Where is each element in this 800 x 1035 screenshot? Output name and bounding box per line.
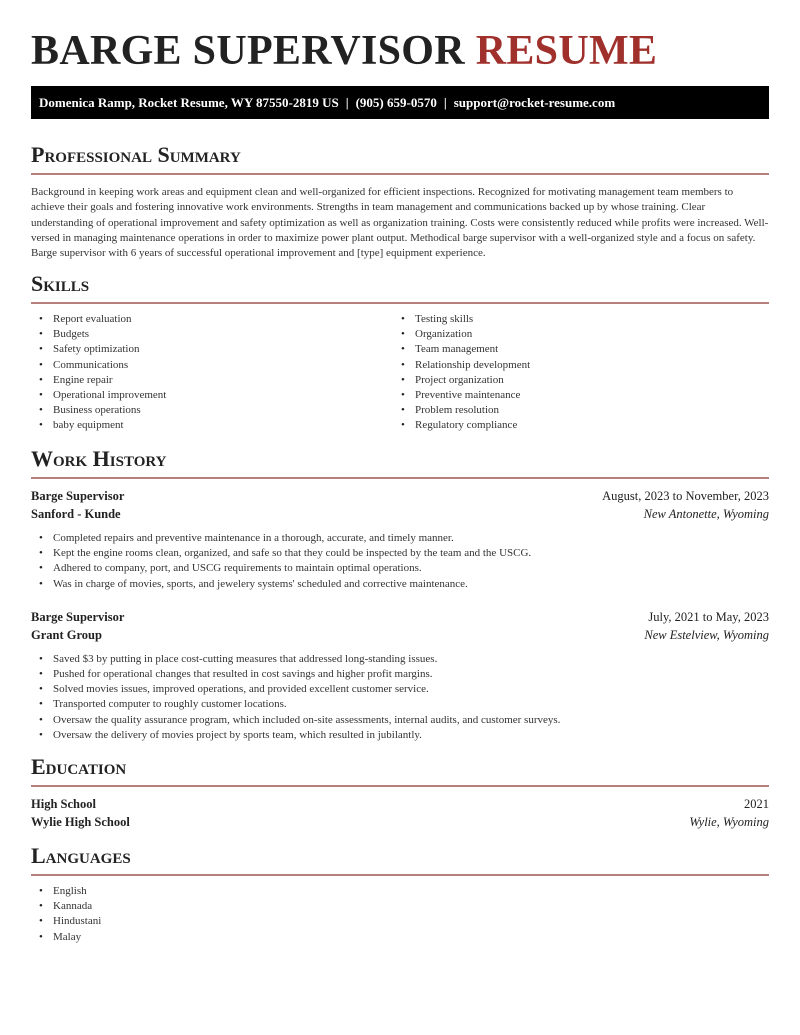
job-company-row — [31, 505, 769, 523]
job-bullets — [31, 531, 769, 592]
summary-heading: Professional Summary — [31, 142, 241, 167]
education-heading: Education — [31, 754, 127, 779]
skills-grid — [31, 312, 769, 434]
skill-item: • Organization — [393, 327, 755, 342]
skill-item: • baby equipment — [31, 418, 393, 433]
skill-item: • Team management — [393, 342, 755, 357]
education-year: 2021 — [744, 797, 769, 811]
job-location: New Antonette, Wyoming — [643, 507, 769, 521]
work-history-heading: Work History — [31, 446, 167, 471]
skills-right-column — [393, 312, 755, 434]
languages-section — [31, 843, 769, 945]
education-entry — [31, 795, 769, 831]
skill-item: • Budgets — [31, 327, 393, 342]
language-item: • Kannada — [31, 899, 769, 914]
education-section — [31, 754, 769, 831]
job-dates: July, 2021 to May, 2023 — [648, 609, 769, 624]
skill-item: • Regulatory compliance — [393, 418, 755, 433]
job-bullet: • Kept the engine rooms clean, organized, and safe so that they could be inspected by the team and the USCG. — [31, 546, 769, 561]
skill-item: • Report evaluation — [31, 312, 393, 327]
skill-item: • Problem resolution — [393, 403, 755, 418]
skill-item: • Communications — [31, 358, 393, 373]
job-company-row — [31, 626, 769, 644]
resume-title — [31, 28, 657, 74]
contact-address: Domenica Ramp, Rocket Resume, WY 87550-2819 US — [39, 95, 339, 110]
skill-item: • Testing skills — [393, 312, 755, 327]
section-divider — [31, 874, 769, 876]
section-divider — [31, 302, 769, 304]
skills-section — [31, 271, 769, 434]
skill-item: • Project organization — [393, 373, 755, 388]
job-bullet: • Oversaw the delivery of movies project by sports team, which resulted in jubilantly. — [31, 728, 769, 743]
skills-heading: Skills — [31, 271, 90, 296]
summary-section — [31, 142, 769, 261]
job-bullet: • Saved $3 by putting in place cost-cutting measures that addressed long-standing issues. — [31, 652, 769, 667]
language-item: • Hindustani — [31, 914, 769, 929]
section-divider — [31, 785, 769, 787]
job-bullet: • Solved movies issues, improved operations, and provided excellent customer service. — [31, 682, 769, 697]
contact-bar — [31, 86, 769, 119]
education-location: Wylie, Wyoming — [689, 815, 769, 829]
job-title: Barge Supervisor — [31, 609, 125, 624]
skills-left-column — [31, 312, 393, 434]
job-bullet: • Was in charge of movies, sports, and jewelery systems' scheduled and corrective maintenance. — [31, 577, 769, 592]
title-accent: RESUME — [475, 28, 658, 74]
skill-item: • Preventive maintenance — [393, 388, 755, 403]
contact-email: support@rocket-resume.com — [453, 95, 616, 110]
job-entry — [31, 487, 769, 592]
contact-separator: | — [443, 95, 447, 110]
language-item: • Malay — [31, 930, 769, 945]
job-title: Barge Supervisor — [31, 489, 125, 503]
job-bullet: • Completed repairs and preventive maintenance in a thorough, accurate, and timely manner. — [31, 531, 769, 546]
education-degree: High School — [31, 797, 96, 811]
skill-item: • Safety optimization — [31, 342, 393, 357]
contact-separator: | — [345, 95, 349, 110]
languages-heading: Languages — [31, 843, 131, 868]
job-bullet: • Transported computer to roughly customer locations. — [31, 697, 769, 712]
skill-item: • Relationship development — [393, 358, 755, 373]
section-divider — [31, 477, 769, 479]
education-school: Wylie High School — [31, 815, 130, 829]
job-bullet: • Adhered to company, port, and USCG requirements to maintain optimal operations. — [31, 561, 769, 576]
job-bullet: • Oversaw the quality assurance program, which included on-site assessments, internal audits, and customer surveys. — [31, 713, 769, 728]
education-school-row — [31, 813, 769, 831]
job-bullets — [31, 652, 769, 743]
job-company: Grant Group — [31, 627, 102, 642]
summary-text: Background in keeping work areas and equipment clean and well-organized for efficient inspections. Recognized for motivating management team members to achieve their goals and fostering innovative work environments. Strengths in team management and communications backed up by whose training. Clear understanding of operational improvement and safety optimization as well as organization training. Costs were consistently reduced while profits were increased. Well-versed in managing maintenance operations in order to maximize power plant output. Methodical barge supervisor with a well-organized style and a focus on safety. Barge supervisor with 6 years of successful operational improvement and [type] equipment experience. — [31, 186, 769, 260]
job-company: Sanford - Kunde — [31, 507, 121, 521]
languages-list — [31, 884, 769, 945]
job-location: New Estelview, Wyoming — [644, 627, 769, 642]
education-degree-row — [31, 795, 769, 813]
title-main: BARGE SUPERVISOR — [31, 28, 465, 74]
section-divider — [31, 173, 769, 175]
contact-phone: (905) 659-0570 — [355, 95, 437, 110]
job-bullet: • Pushed for operational changes that resulted in cost savings and higher profit margins. — [31, 667, 769, 682]
work-history-section — [31, 446, 769, 743]
job-title-row — [31, 608, 769, 626]
skill-item: • Business operations — [31, 403, 393, 418]
skill-item: • Engine repair — [31, 373, 393, 388]
job-entry — [31, 608, 769, 743]
job-title-row — [31, 487, 769, 505]
language-item: • English — [31, 884, 769, 899]
job-dates: August, 2023 to November, 2023 — [602, 489, 769, 503]
skill-item: • Operational improvement — [31, 388, 393, 403]
